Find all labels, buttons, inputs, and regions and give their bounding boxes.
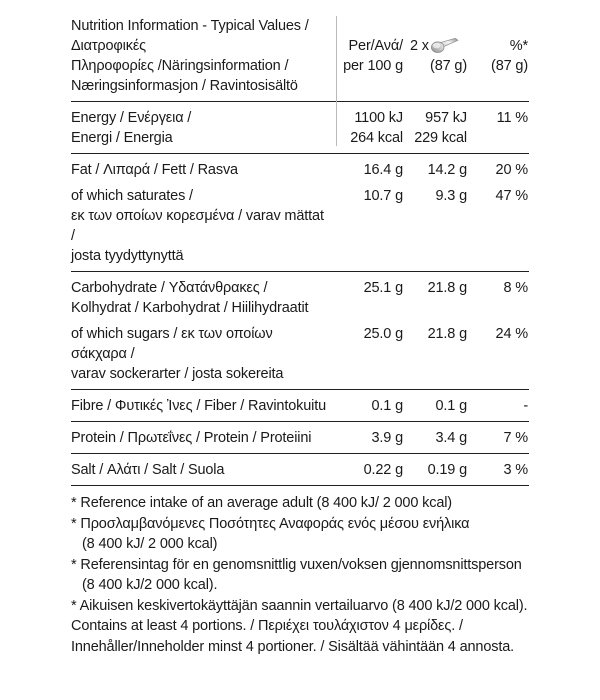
- value-per-portion: [410, 454, 474, 486]
- per-100g-label-line2: per 100 g: [343, 58, 403, 74]
- value-reference-intake-line: 20 %: [495, 162, 528, 178]
- value-reference-intake: [474, 454, 529, 486]
- value-reference-intake: [474, 180, 529, 272]
- nutrient-name-line: Fibre / Φυτικές Ἰνες / Fiber / Ravintokuitu: [71, 398, 326, 414]
- portion-weight: (87 g): [430, 58, 467, 74]
- table-row: [71, 154, 529, 181]
- nutrient-name-line: Kolhydrat / Karbohydrat / Hiilihydraatit: [71, 300, 309, 316]
- value-reference-intake-line: 11 %: [496, 110, 528, 126]
- nutrient-name: [71, 422, 336, 454]
- value-reference-intake: [474, 272, 529, 319]
- nutrient-name-line: josta tyydyttynyttä: [71, 248, 184, 264]
- footnote-line: Innehåller/Inneholder minst 4 portioner. / Sisältää vähintään 4 annosta.: [71, 638, 515, 655]
- portion-multiplier: 2 x: [410, 38, 429, 54]
- value-per-portion: [410, 154, 474, 181]
- value-per-portion: [410, 390, 474, 422]
- ri-symbol: %*: [509, 38, 528, 54]
- value-per-portion: [410, 318, 474, 390]
- nutrient-name-line: of which saturates /: [71, 188, 193, 204]
- value-per-portion-line: 0.19 g: [427, 462, 467, 478]
- value-per-100g-line: 0.1 g: [371, 398, 403, 414]
- value-reference-intake: [474, 422, 529, 454]
- nutrient-name-line: Carbohydrate / Υδατάνθρακες /: [71, 280, 268, 296]
- value-reference-intake-line: 47 %: [495, 188, 528, 204]
- nutrient-name: [71, 390, 336, 422]
- nutrient-name-line: Salt / Αλάτι / Salt / Suola: [71, 462, 225, 478]
- value-per-portion-line: 957 kJ: [425, 110, 467, 126]
- footnote-line: * Προσλαμβανόμενες Ποσότητες Αναφοράς ενός μέσου ενήλικα: [71, 515, 470, 532]
- value-per-100g-line: 25.0 g: [363, 326, 403, 342]
- table-title-line: Πληροφορίες /Näringsinformation /: [71, 58, 289, 74]
- value-per-portion: [410, 272, 474, 319]
- value-reference-intake: [474, 102, 529, 154]
- value-per-100g: [336, 390, 410, 422]
- table-row: [71, 454, 529, 486]
- nutrient-name-line: Protein / Πρωτεΐνες / Protein / Proteiini: [71, 430, 312, 446]
- value-reference-intake-line: 3 %: [503, 462, 528, 478]
- value-per-portion: [410, 180, 474, 272]
- value-per-portion-line: 3.4 g: [435, 430, 467, 446]
- value-per-portion-line: 9.3 g: [435, 188, 467, 204]
- value-per-100g-line: 25.1 g: [363, 280, 403, 296]
- value-per-portion-line: 0.1 g: [435, 398, 467, 414]
- value-per-100g-line: 264 kcal: [350, 130, 403, 146]
- value-reference-intake-line: 8 %: [503, 280, 528, 296]
- value-per-100g: [336, 180, 410, 272]
- value-reference-intake: [474, 390, 529, 422]
- nutrient-name: [71, 272, 336, 319]
- nutrient-name: [71, 318, 336, 390]
- table-row: [71, 390, 529, 422]
- table-row: [71, 318, 529, 390]
- column-header-per-100g: [336, 16, 410, 102]
- nutrient-name-line: Fat / Λιπαρά / Fett / Rasva: [71, 162, 238, 178]
- value-per-100g-line: 0.22 g: [363, 462, 403, 478]
- value-per-100g: [336, 318, 410, 390]
- table-header-row: [71, 16, 529, 102]
- value-per-100g: [336, 454, 410, 486]
- table-title-line: Næringsinformasjon / Ravintosisältö: [71, 78, 298, 94]
- table-title: [71, 16, 336, 102]
- value-per-100g-line: 3.9 g: [371, 430, 403, 446]
- spoon-icon: [430, 35, 460, 57]
- value-per-portion: [410, 102, 474, 154]
- value-per-100g: [336, 154, 410, 181]
- nutrient-name: [71, 154, 336, 181]
- value-per-portion: [410, 422, 474, 454]
- per-100g-label-line1: Per/Ανά/: [348, 38, 403, 54]
- footnote-line: * Referensintag för en genomsnittlig vuxen/voksen gjennomsnittsperson: [71, 556, 522, 573]
- value-reference-intake-line: 24 %: [495, 326, 528, 342]
- nutrient-name: [71, 102, 336, 154]
- value-per-portion-line: 21.8 g: [427, 326, 467, 342]
- value-per-100g: [336, 422, 410, 454]
- column-header-portion: [410, 16, 474, 102]
- table-title-line: Nutrition Information - Typical Values / Διατροφικές: [71, 18, 309, 54]
- value-per-100g-line: 16.4 g: [363, 162, 403, 178]
- value-per-100g-line: 10.7 g: [363, 188, 403, 204]
- table-row: [71, 272, 529, 319]
- nutrient-name: [71, 180, 336, 272]
- value-reference-intake-line: -: [523, 398, 528, 414]
- ri-weight: (87 g): [491, 58, 528, 74]
- nutrient-name-line: Energy / Ενέργεια /: [71, 110, 192, 126]
- table-row: [71, 422, 529, 454]
- table-row: [71, 180, 529, 272]
- portion-multiplier-row: [410, 36, 467, 56]
- footnotes: [71, 493, 529, 657]
- table-row: [71, 102, 529, 154]
- footnote-line: * Reference intake of an average adult (8 400 kJ/ 2 000 kcal): [71, 495, 452, 511]
- value-per-100g-line: 1100 kJ: [354, 110, 403, 126]
- column-header-reference-intake: [474, 16, 529, 102]
- nutrition-panel: [71, 16, 529, 657]
- footnote-line: * Aikuisen keskivertokäyttäjän saannin vertailuarvo (8 400 kJ/2 000 kcal).: [71, 597, 528, 614]
- value-reference-intake: [474, 154, 529, 181]
- nutrient-name-line: of which sugars / εκ των οποίων σάκχαρα /: [71, 326, 273, 362]
- value-per-100g: [336, 102, 410, 154]
- nutrition-table: [71, 16, 529, 486]
- nutrient-name-line: varav sockerarter / josta sokereita: [71, 366, 284, 382]
- footnote-line: (8 400 kJ/2 000 kcal).: [82, 577, 218, 593]
- nutrient-name-line: εκ των οποίων κορεσμένα / varav mättat /: [71, 208, 324, 244]
- value-reference-intake: [474, 318, 529, 390]
- column-divider: [336, 16, 337, 146]
- value-per-portion-line: 21.8 g: [427, 280, 467, 296]
- value-per-portion-line: 229 kcal: [414, 130, 467, 146]
- value-per-portion-line: 14.2 g: [427, 162, 467, 178]
- nutrient-name-line: Energi / Energia: [71, 130, 173, 146]
- footnote-line: Contains at least 4 portions. / Περιέχει τουλάχιστον 4 μερίδες. /: [71, 618, 463, 634]
- value-reference-intake-line: 7 %: [503, 430, 528, 446]
- footnote-line: (8 400 kJ/ 2 000 kcal): [82, 536, 218, 552]
- nutrient-name: [71, 454, 336, 486]
- value-per-100g: [336, 272, 410, 319]
